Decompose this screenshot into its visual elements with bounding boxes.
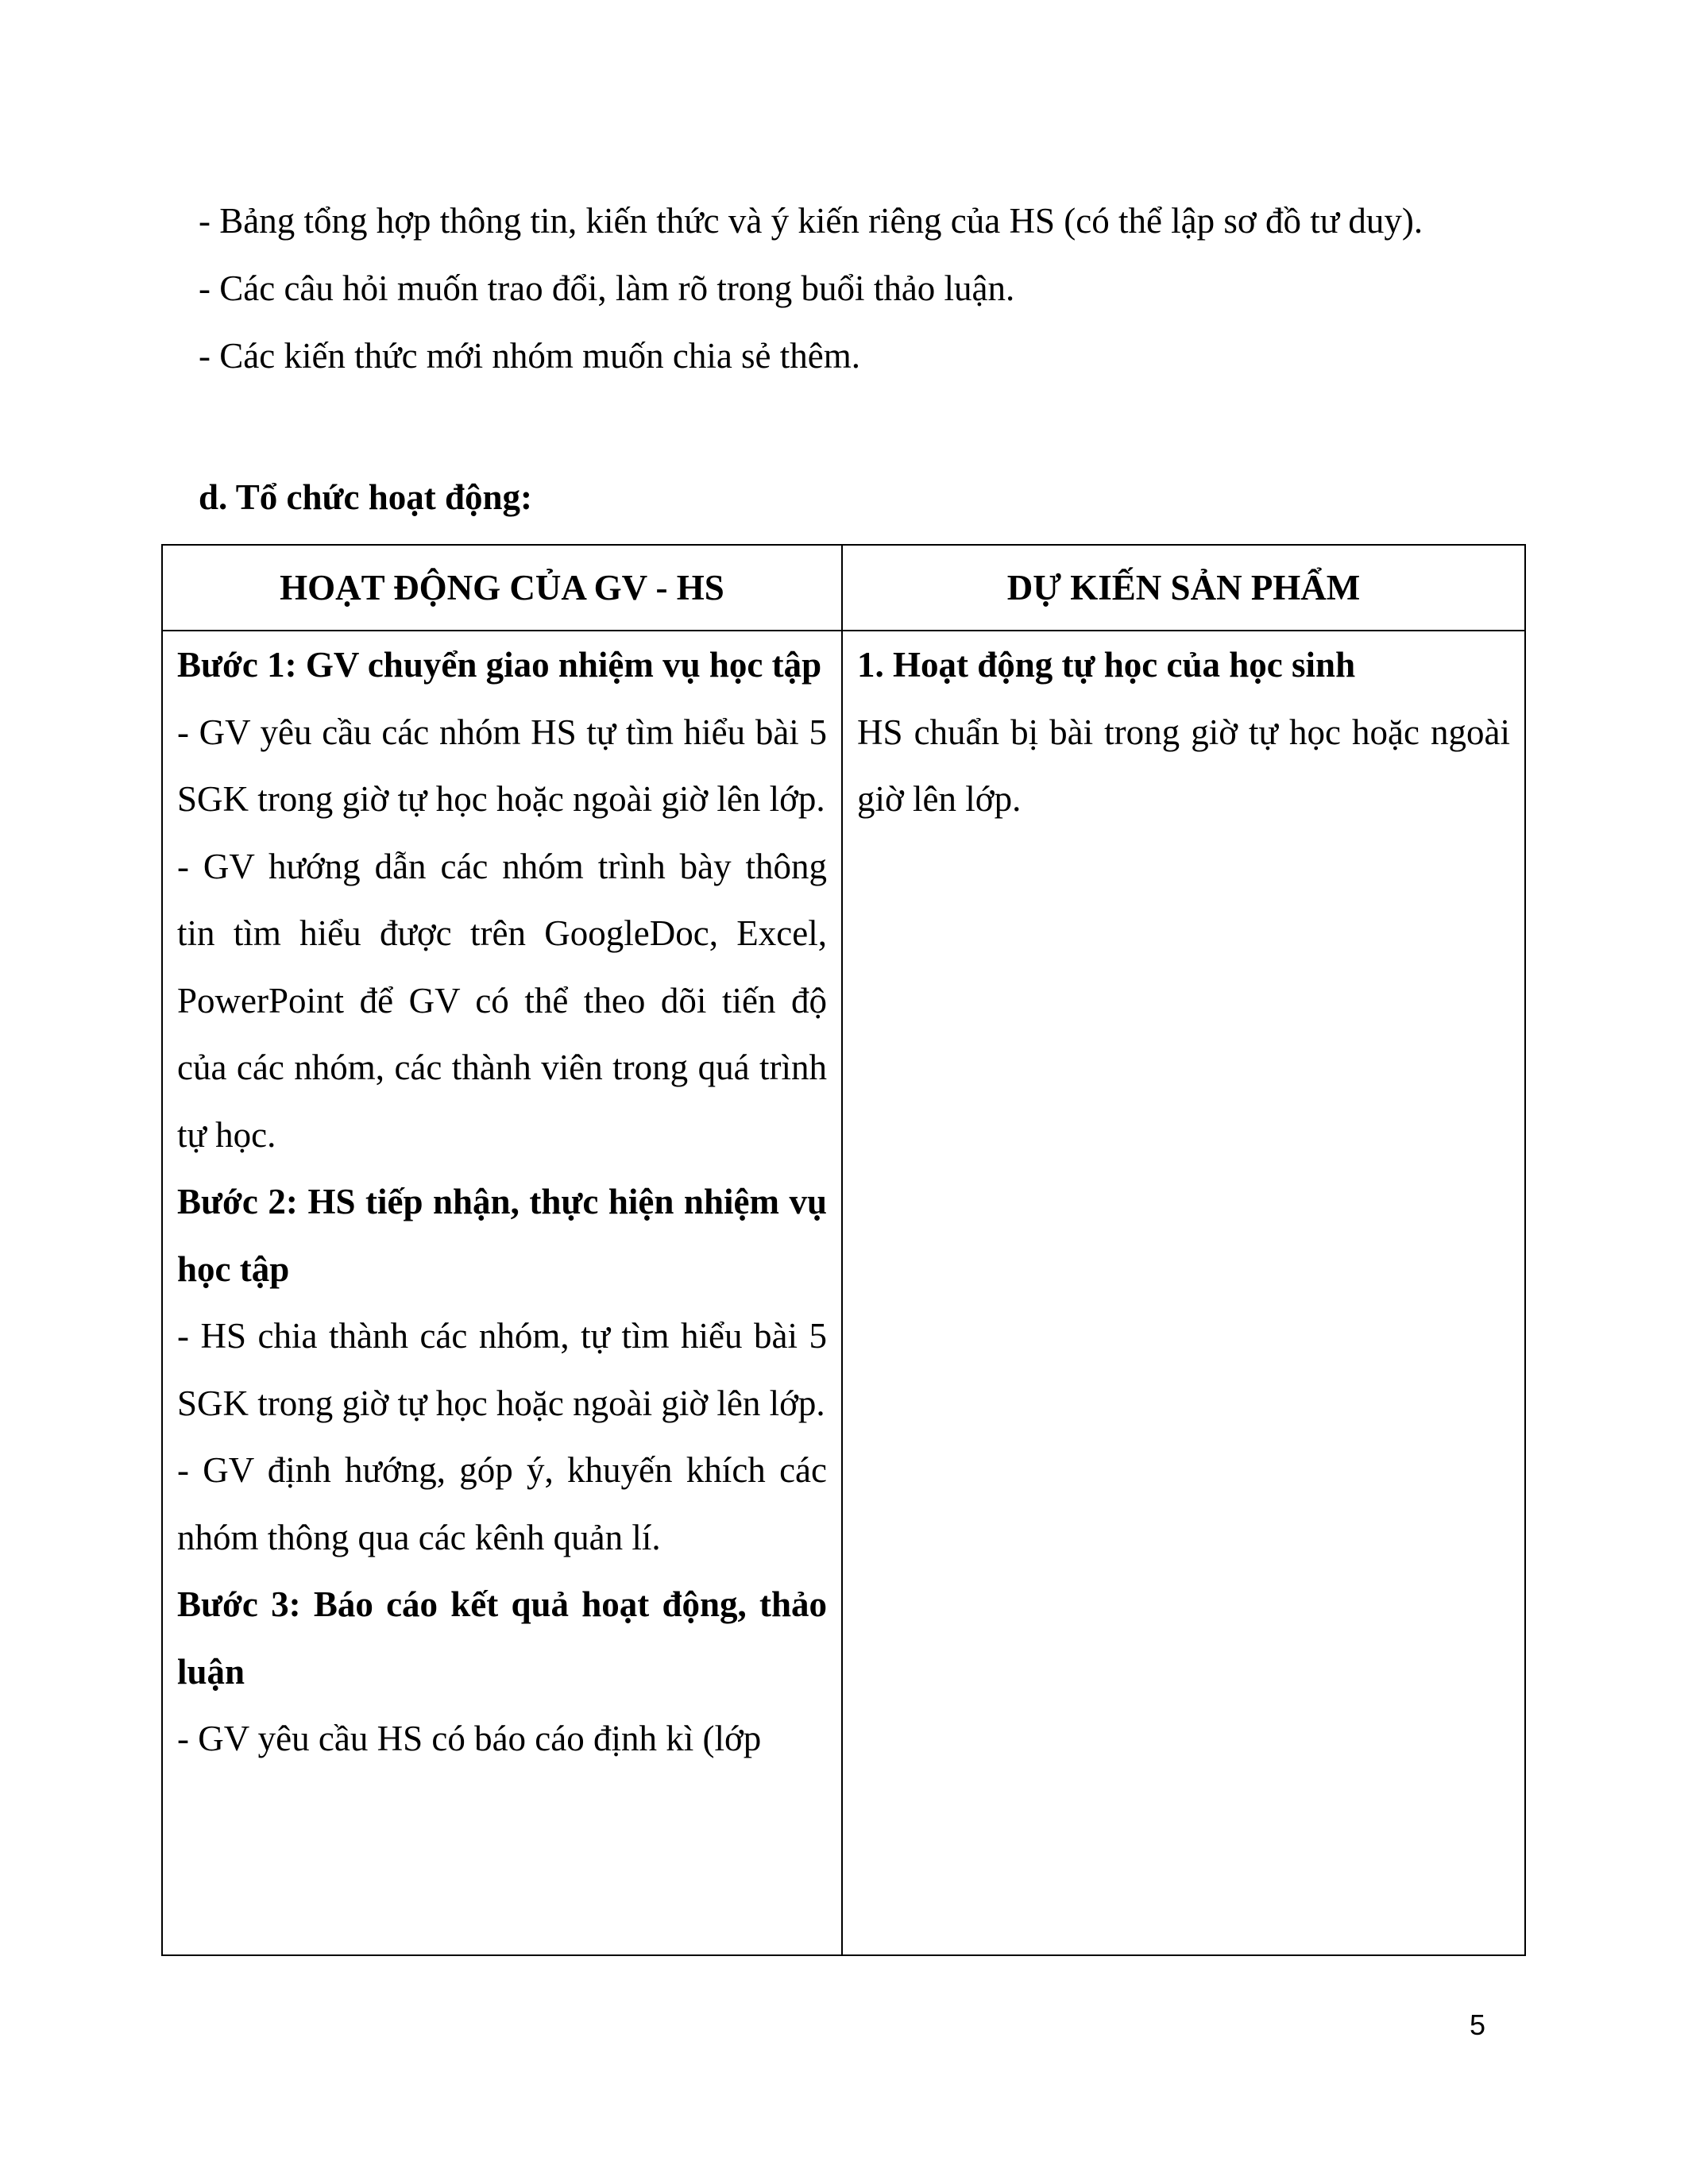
product-text: HS chuẩn bị bài trong giờ tự học hoặc ngoài giờ lên lớp.: [857, 712, 1510, 819]
page-number: 5: [1470, 2008, 1486, 2041]
intro-section: [199, 187, 1482, 390]
step-3-item: - GV yêu cầu HS có báo cáo định kì (lớp: [177, 1719, 762, 1758]
step-1-title: Bước 1: GV chuyển giao nhiệm vụ học tập: [177, 645, 822, 685]
table-row: [162, 631, 1525, 1955]
intro-line: - Các kiến thức mới nhóm muốn chia sẻ thêm.: [199, 336, 861, 376]
step-1-item: - GV hướng dẫn các nhóm trình bày thông tin tìm hiểu được trên GoogleDoc, Excel, PowerPoint để GV có thể theo dõi tiến độ của các nhóm, các thành viên trong quá trình tự học.: [177, 846, 827, 1155]
intro-line: - Bảng tổng hợp thông tin, kiến thức và ý kiến riêng của HS (có thể lập sơ đồ tư duy).: [199, 201, 1423, 241]
activity-table: [161, 544, 1526, 1956]
step-2-item: - HS chia thành các nhóm, tự tìm hiểu bài 5 SGK trong giờ tự học hoặc ngoài giờ lên lớp.: [177, 1316, 827, 1423]
products-cell: [842, 631, 1525, 1955]
header-expected-products: DỰ KIẾN SẢN PHẨM: [842, 545, 1525, 631]
intro-line: - Các câu hỏi muốn trao đổi, làm rõ trong buổi thảo luận.: [199, 268, 1015, 308]
step-3-title: Bước 3: Báo cáo kết quả hoạt động, thảo luận: [177, 1584, 827, 1692]
step-1-item: - GV yêu cầu các nhóm HS tự tìm hiểu bài 5 SGK trong giờ tự học hoặc ngoài giờ lên lớp.: [177, 712, 827, 819]
section-heading: d. Tổ chức hoạt động:: [199, 477, 533, 517]
table-header-row: [162, 545, 1525, 631]
activities-cell: [162, 631, 842, 1955]
step-2-title: Bước 2: HS tiếp nhận, thực hiện nhiệm vụ học tập: [177, 1182, 827, 1289]
header-activities: HOẠT ĐỘNG CỦA GV - HS: [162, 545, 842, 631]
product-title: 1. Hoạt động tự học của học sinh: [857, 645, 1356, 685]
step-2-item: - GV định hướng, góp ý, khuyến khích các nhóm thông qua các kênh quản lí.: [177, 1450, 827, 1557]
